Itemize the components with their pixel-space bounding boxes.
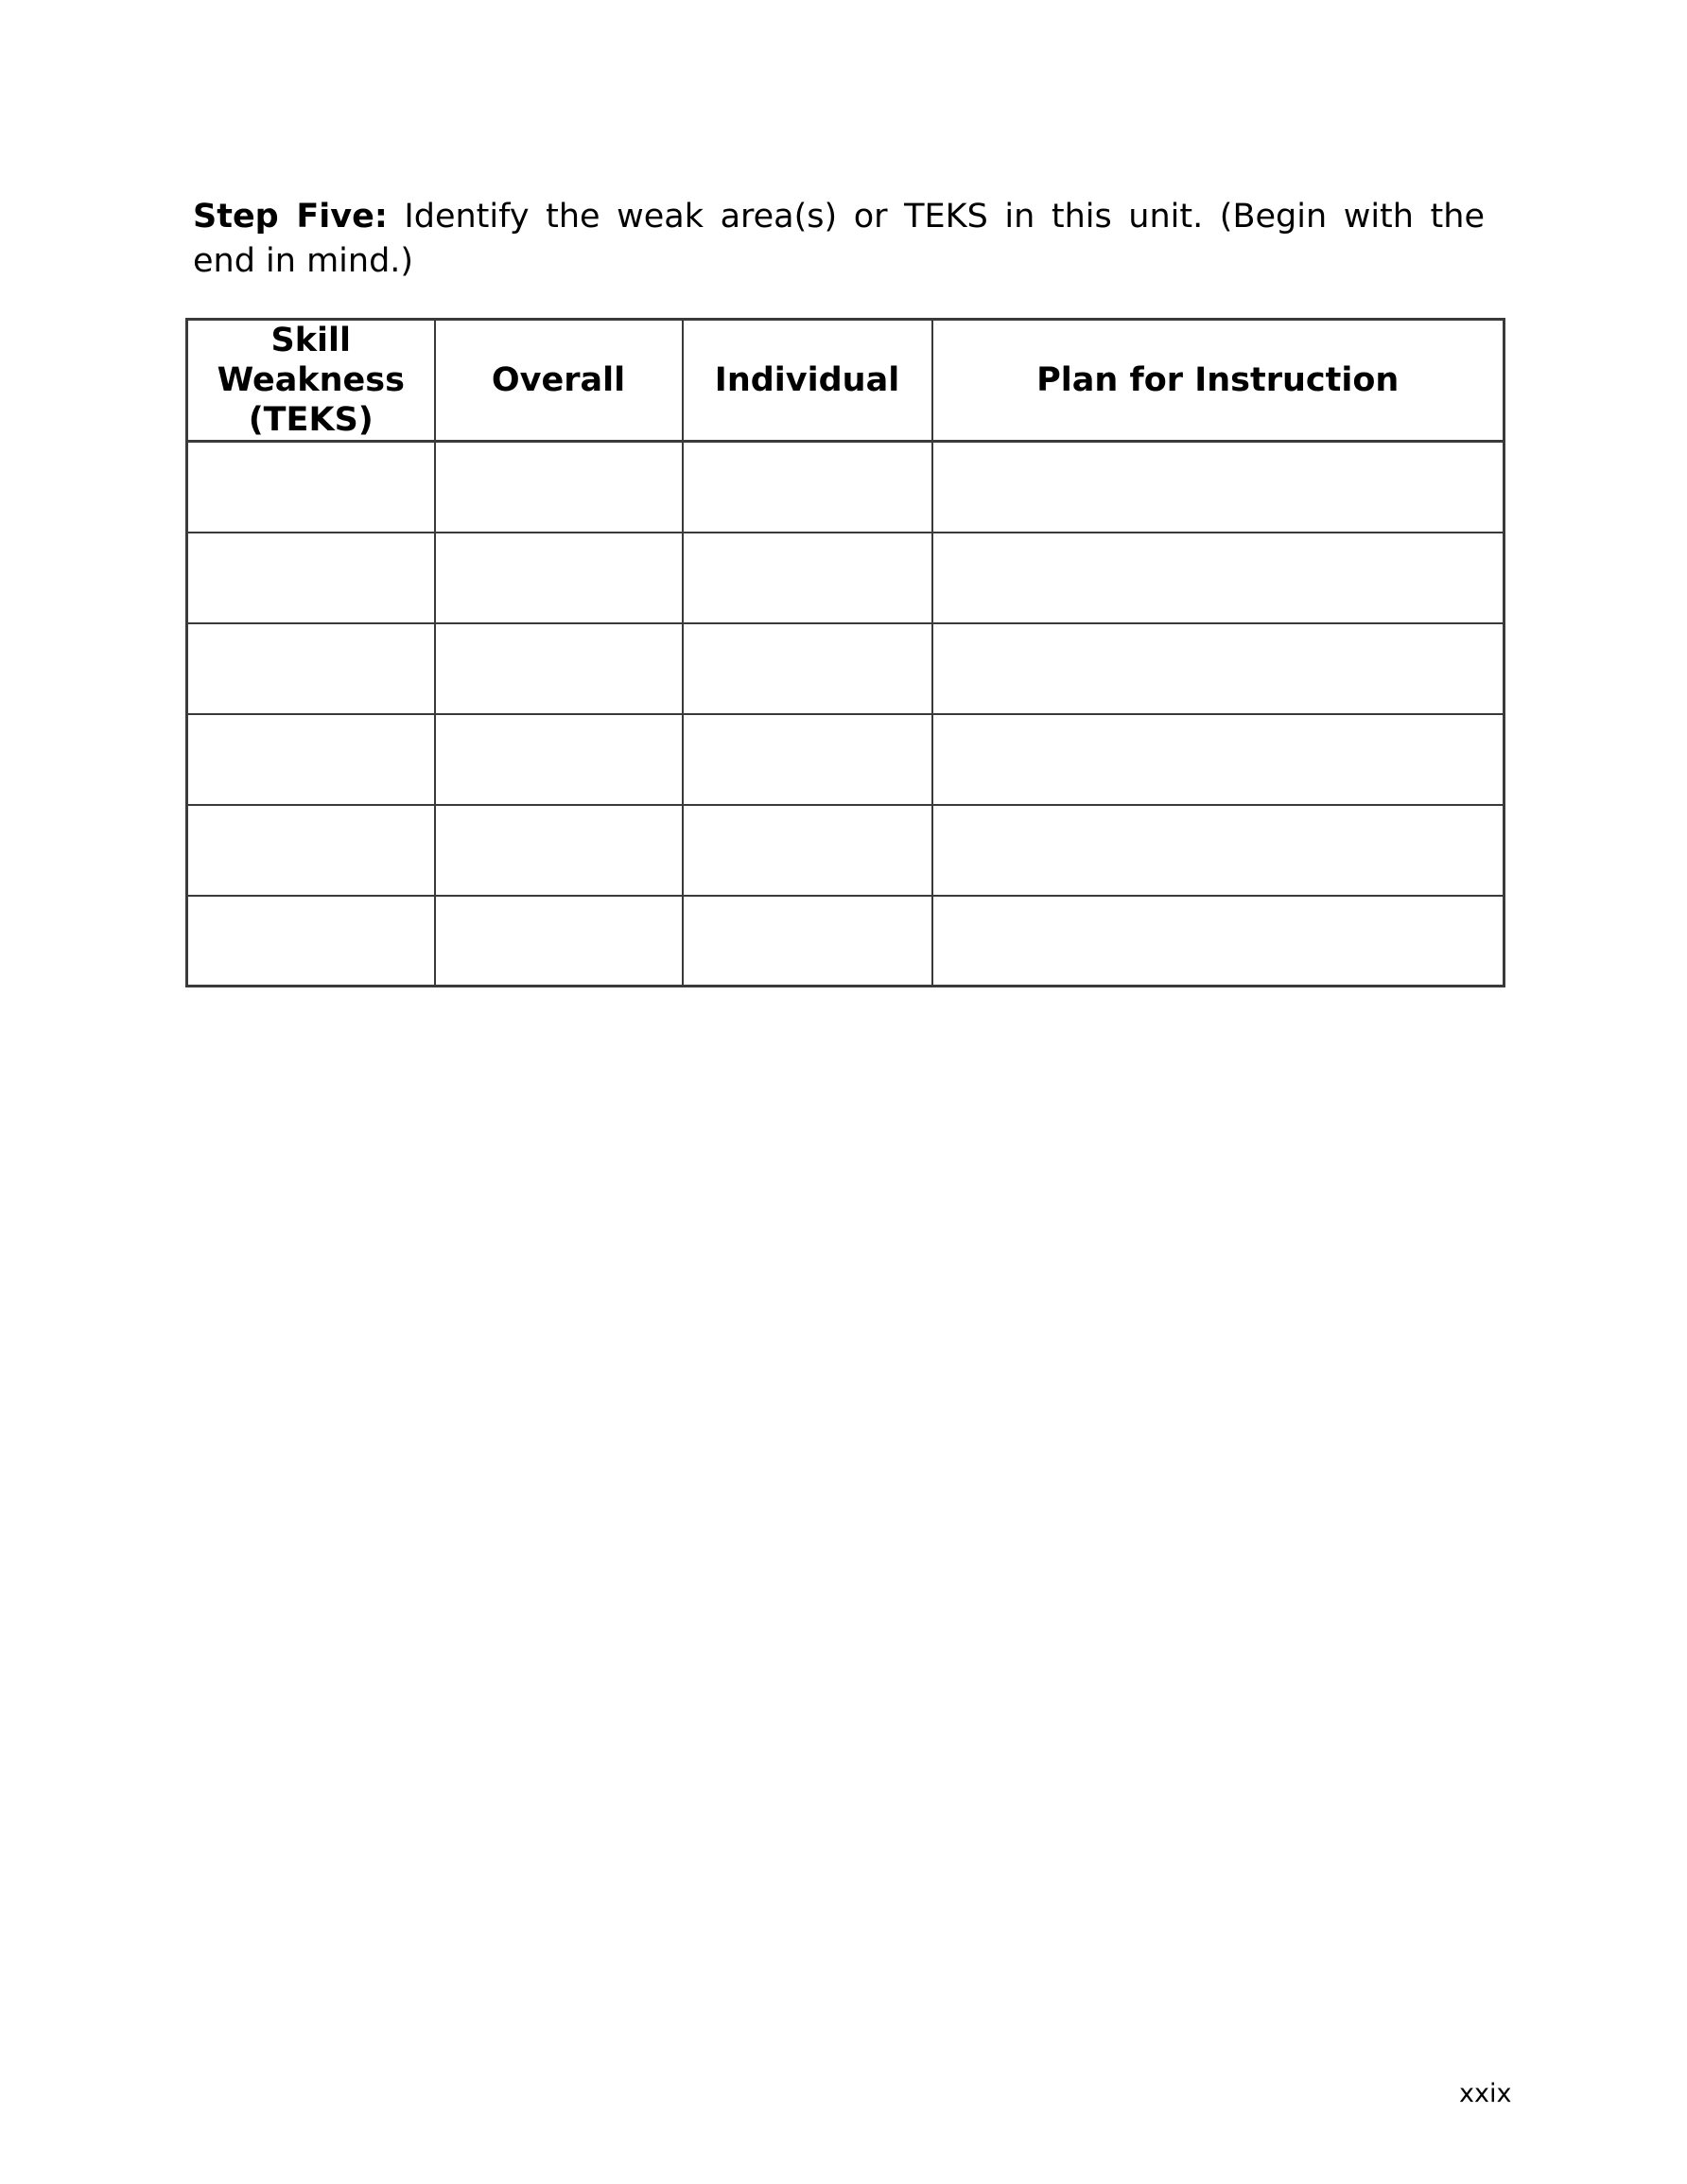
table-cell [435,442,683,533]
table-row [187,896,1504,987]
column-header-individual: Individual [683,320,932,442]
table-cell [435,805,683,896]
table-cell [932,442,1504,533]
table-cell [187,805,435,896]
table-cell [683,714,932,805]
table-row [187,442,1504,533]
table-cell [187,533,435,623]
table-row [187,714,1504,805]
skill-weakness-table [185,318,1505,987]
table-cell [435,533,683,623]
table-cell [435,896,683,987]
table-cell [683,805,932,896]
table-cell [683,442,932,533]
table-cell [932,896,1504,987]
table-cell [187,714,435,805]
heading-instruction-text: Identify the weak area(s) or TEKS in this unit. (Begin with the [404,198,1485,236]
column-header-overall: Overall [435,320,683,442]
table-cell [683,623,932,714]
heading-step-label: Step Five: [193,198,388,236]
table-cell [932,805,1504,896]
heading-line-1 [193,195,1485,239]
table-cell [187,442,435,533]
table-cell [932,714,1504,805]
table-cell [435,623,683,714]
table-cell [435,714,683,805]
table-header-row [187,320,1504,442]
step-five-heading [193,195,1485,284]
table-row [187,533,1504,623]
table-cell [683,896,932,987]
table-cell [187,896,435,987]
table-cell [932,623,1504,714]
table-cell [932,533,1504,623]
table-cell [187,623,435,714]
table-row [187,623,1504,714]
column-header-plan-for-instruction: Plan for Instruction [932,320,1504,442]
column-header-skill-weakness-teks: Skill Weakness (TEKS) [187,320,435,442]
table-cell [683,533,932,623]
heading-line-2: end in mind.) [193,242,414,280]
table-row [187,805,1504,896]
page-number: xxix [1459,2079,1512,2108]
